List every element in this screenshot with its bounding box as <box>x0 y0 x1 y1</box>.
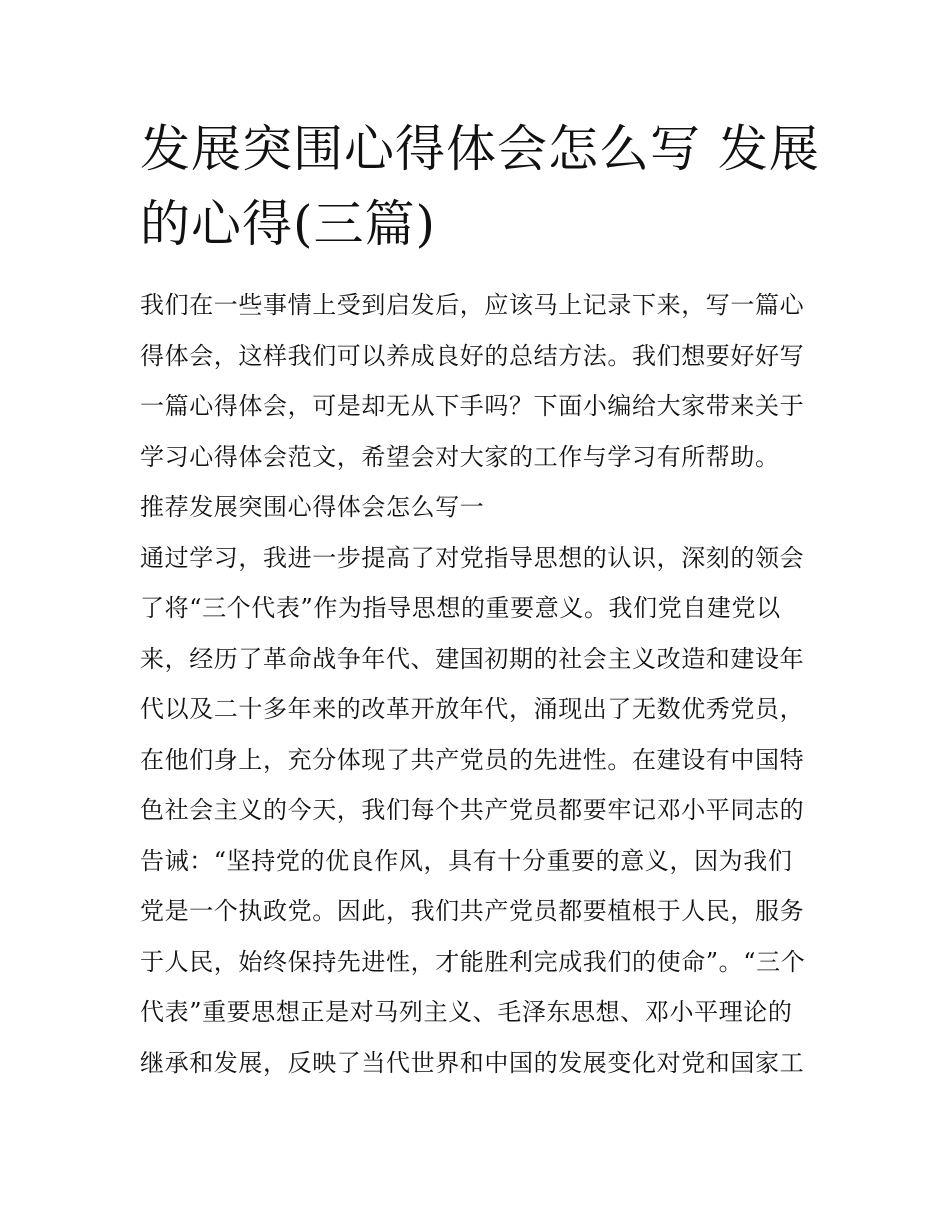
title-line: 的心得(三篇) <box>140 195 437 253</box>
section-paragraph-line: 了将“三个代表”作为指导思想的重要意义。我们党自建党以 <box>140 594 781 622</box>
section-heading: 推荐发展突围心得体会怎么写一 <box>140 493 485 521</box>
section-paragraph-line: 于人民，始终保持先进性，才能胜利完成我们的使命”。“三个 <box>140 947 806 976</box>
intro-paragraph-line: 学习心得体会范文，希望会对大家的工作与学习有所帮助。 <box>140 442 780 471</box>
section-paragraph-line: 代以及二十多年来的改革开放年代，涌现出了无数优秀党员， <box>140 695 805 723</box>
section-paragraph-line: 通过学习，我进一步提高了对党指导思想的认识，深刻的领会 <box>140 543 805 572</box>
document-title <box>140 112 820 262</box>
section-paragraph-line: 继承和发展，反映了当代世界和中国的发展变化对党和国家工 <box>140 1048 805 1077</box>
section-paragraph-line: 代表”重要思想正是对马列主义、毛泽东思想、邓小平理论的 <box>140 998 793 1026</box>
title-line: 发展突围心得体会怎么写 发展 <box>140 120 820 178</box>
intro-paragraph-line: 我们在一些事情上受到启发后，应该马上记录下来，写一篇心 <box>140 291 805 319</box>
section-paragraph-line: 告诫：“坚持党的优良作风，具有十分重要的意义，因为我们 <box>140 846 793 875</box>
intro-paragraph-line: 一篇心得体会，可是却无从下手吗？下面小编给大家带来关于 <box>140 392 805 420</box>
document-body <box>140 280 830 1088</box>
section-paragraph-line: 色社会主义的今天，我们每个共产党员都要牢记邓小平同志的 <box>140 796 805 824</box>
section-paragraph-line: 党是一个执政党。因此，我们共产党员都要植根于人民，服务 <box>140 897 805 925</box>
section-paragraph-line: 在他们身上，充分体现了共产党员的先进性。在建设有中国特 <box>140 745 805 774</box>
intro-paragraph-line: 得体会，这样我们可以养成良好的总结方法。我们想要好好写 <box>140 341 805 370</box>
section-paragraph-line: 来，经历了革命战争年代、建国初期的社会主义改造和建设年 <box>140 644 805 673</box>
